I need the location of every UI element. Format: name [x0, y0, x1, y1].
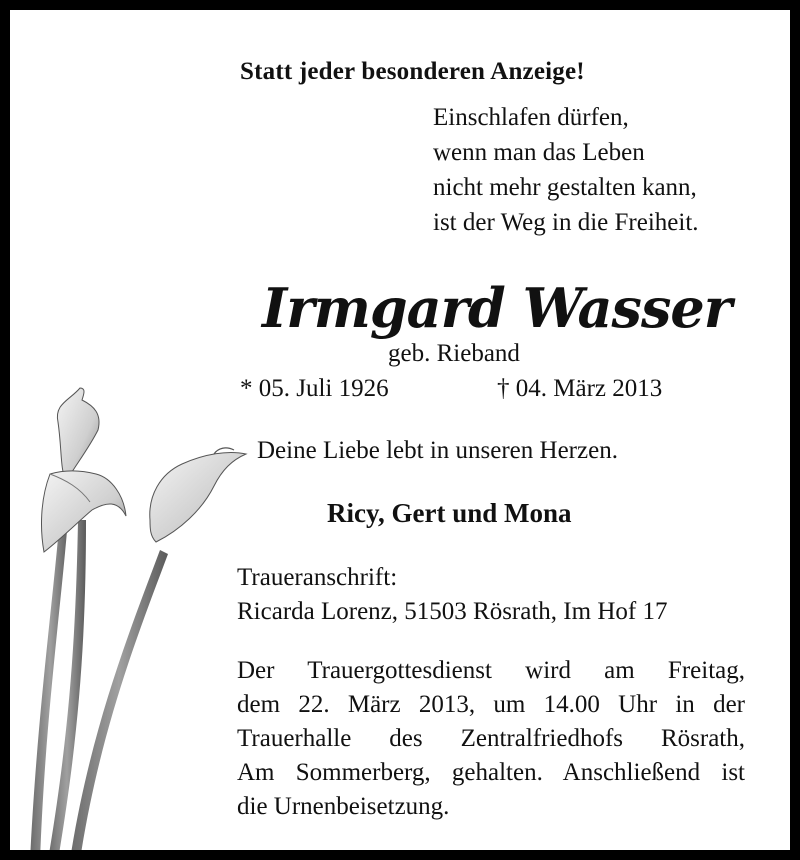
memorial-poem [433, 100, 699, 240]
tribute-line: Deine Liebe lebt in unseren Herzen. [257, 437, 618, 464]
mourning-address [237, 561, 667, 629]
family-names: Ricy, Gert und Mona [327, 498, 572, 528]
poem-line: Einschlafen dürfen, [433, 104, 629, 131]
deceased-name: Irmgard Wasser [262, 276, 732, 340]
maiden-name: geb. Rieband [388, 340, 520, 367]
service-line: Trauerhalle des Zentralfriedhofs Rösrath, [237, 725, 745, 752]
notice-headline: Statt jeder besonderen Anzeige! [240, 58, 585, 85]
poem-line: ist der Weg in die Freiheit. [433, 209, 699, 236]
address-value: Ricarda Lorenz, 51503 Rösrath, Im Hof 17 [237, 598, 668, 625]
birth-date: * 05. Juli 1926 [240, 375, 389, 402]
address-label: Traueranschrift: [237, 564, 398, 591]
calla-lily-illustration-icon [10, 370, 270, 860]
poem-line: nicht mehr gestalten kann, [433, 174, 697, 201]
service-line: die Urnenbeisetzung. [237, 793, 450, 820]
funeral-service-info [237, 654, 745, 824]
service-line: dem 22. März 2013, um 14.00 Uhr in der [237, 691, 745, 718]
death-date: † 04. März 2013 [497, 375, 663, 402]
service-line: Der Trauergottesdienst wird am Freitag, [237, 657, 745, 684]
service-line: Am Sommerberg, gehalten. Anschließend ist [237, 759, 745, 786]
poem-line: wenn man das Leben [433, 139, 645, 166]
